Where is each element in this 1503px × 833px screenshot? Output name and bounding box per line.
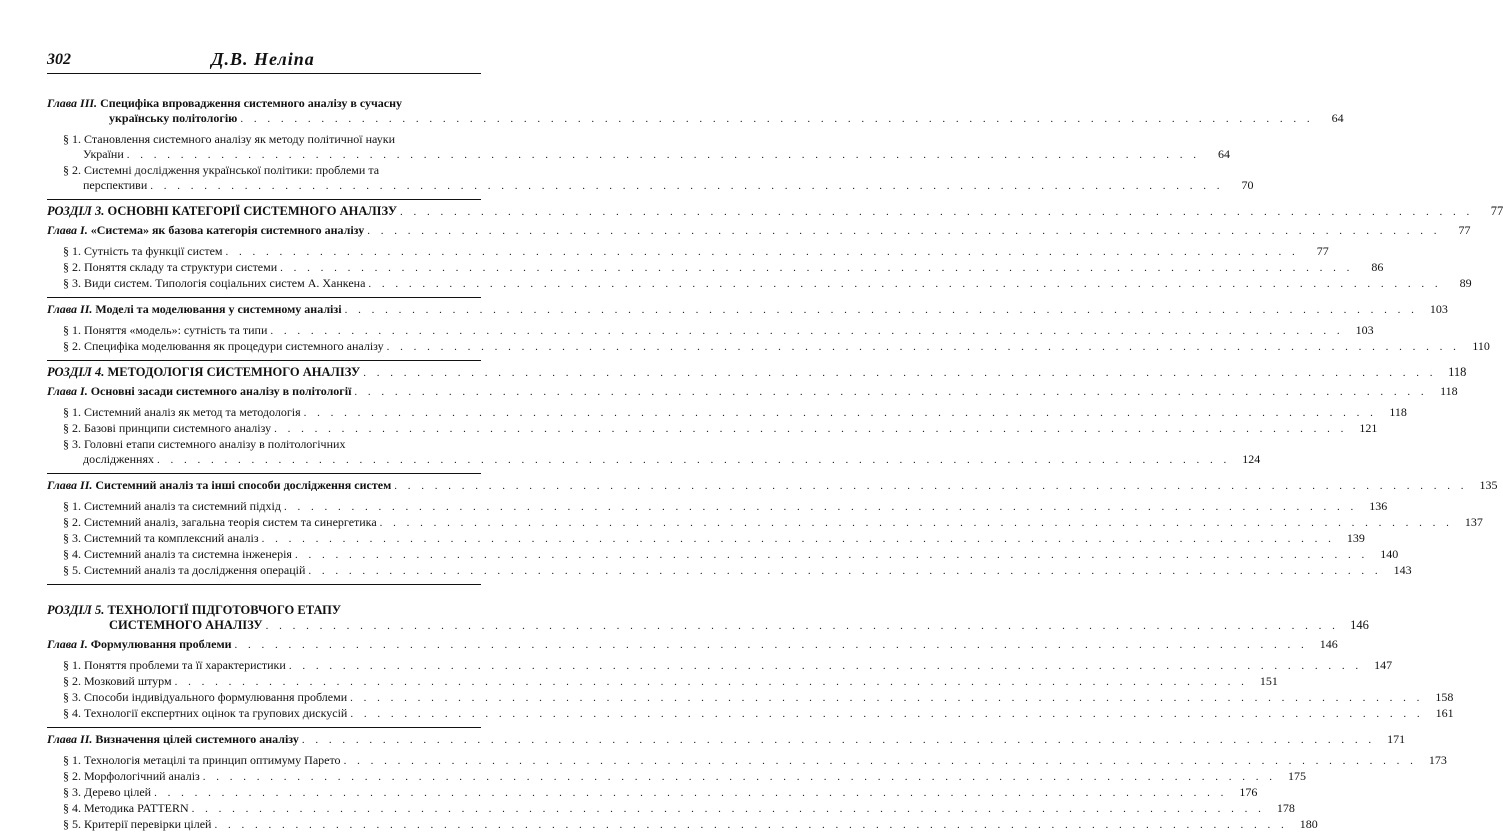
- toc-entry-label: § 1.: [63, 658, 81, 672]
- toc-entry-text: [63, 244, 223, 259]
- toc-entry-text: [63, 658, 286, 673]
- leader-dots: [292, 548, 1368, 563]
- toc-entry-title-line2: дослідженнях: [83, 452, 154, 466]
- toc-entry-section[interactable]: [47, 260, 1384, 276]
- toc-entry-text: [63, 531, 259, 546]
- toc-entry-page: 175: [1288, 769, 1307, 783]
- toc-entry-section[interactable]: [47, 690, 1454, 706]
- toc-entry-title: Системний аналіз та дослідження операцій: [84, 563, 306, 577]
- leader-dots: [377, 516, 1453, 531]
- toc-entry-section[interactable]: [47, 547, 1399, 563]
- toc-entry-page: 143: [1393, 563, 1412, 577]
- toc-entry-text: [63, 801, 189, 816]
- toc-entry-text-continued: [109, 618, 263, 633]
- toc-entry-label: § 1.: [63, 132, 81, 146]
- toc-entry-title: Визначення цілей системного аналізу: [95, 732, 299, 746]
- toc-entry-section[interactable]: [47, 499, 1388, 515]
- toc-entry-text-continued: [83, 147, 124, 162]
- toc-entry-title: Критерії перевірки цілей: [84, 817, 212, 831]
- toc-entry-chapter[interactable]: [47, 96, 1344, 127]
- toc-entry-label: § 2.: [63, 163, 81, 177]
- toc-entry-page: 173: [1428, 753, 1447, 767]
- toc-entry-page: 139: [1346, 531, 1365, 545]
- toc-entry-section[interactable]: [47, 674, 1278, 690]
- toc-entry-page: 121: [1359, 421, 1378, 435]
- toc-entry-label: Глава ІІ.: [47, 732, 93, 746]
- toc-entry-title: Моделі та моделювання у системному аналізі: [95, 302, 342, 316]
- toc-entry-label: § 1.: [63, 405, 81, 419]
- leader-dots: [172, 675, 1248, 690]
- toc-entry-label: § 4.: [63, 547, 81, 561]
- toc-entry-label: § 5.: [63, 817, 81, 831]
- toc-entry-text: [63, 405, 301, 420]
- leader-dots: [351, 385, 1427, 400]
- toc-entry-page: 77: [1490, 204, 1503, 218]
- toc-entry-title: Мозковий штурм: [84, 674, 172, 688]
- toc-entry-page: 64: [1218, 147, 1231, 161]
- toc-entry-text: [63, 323, 267, 338]
- toc-entry-section[interactable]: [47, 769, 1307, 785]
- toc-entry-page: 140: [1380, 547, 1399, 561]
- toc-entry-text: [47, 204, 397, 219]
- leader-dots: [360, 366, 1436, 381]
- toc-entry-section[interactable]: [47, 405, 1407, 421]
- toc-entry-text: [47, 478, 391, 493]
- toc-entry-chapter[interactable]: [47, 223, 1471, 239]
- toc-entry-text: [47, 637, 232, 652]
- toc-entry-title-line2: українську політологію: [109, 111, 238, 125]
- toc-entry-label: § 5.: [63, 563, 81, 577]
- toc-entry-section[interactable]: [47, 244, 1329, 260]
- toc-entry-razdil[interactable]: [47, 365, 1467, 381]
- leader-dots: [301, 406, 1377, 421]
- toc-entry-title: Базові принципи системного аналізу: [84, 421, 272, 435]
- toc-entry-text: [63, 421, 271, 436]
- toc-entry-title: Технологія метацілі та принцип оптимуму Парето: [84, 753, 341, 767]
- toc-entry-page: 146: [1350, 618, 1369, 632]
- toc-entry-label: § 4.: [63, 706, 81, 720]
- toc-entry-text: [63, 515, 377, 530]
- toc-entry-text: [63, 690, 347, 705]
- leader-dots: [341, 754, 1417, 769]
- toc-entry-page: 103: [1355, 323, 1374, 337]
- toc-entry-section[interactable]: [47, 563, 1412, 579]
- toc-entry-title: Головні етапи системного аналізу в політологічних: [84, 437, 346, 451]
- toc-entry-section[interactable]: [47, 801, 1295, 817]
- toc-entry-section[interactable]: [47, 163, 1254, 194]
- toc-entry-text: [63, 547, 292, 562]
- toc-entry-page: 118: [1389, 405, 1407, 419]
- toc-entry-title: Системний аналіз та системна інженерія: [84, 547, 292, 561]
- toc-entry-text: [47, 732, 299, 747]
- toc-entry-title: МЕТОДОЛОГІЯ СИСТЕМНОГО АНАЛІЗУ: [107, 365, 361, 379]
- toc-entry-page: 103: [1429, 302, 1448, 316]
- leader-dots: [347, 691, 1423, 706]
- toc-entry-page: 147: [1374, 658, 1393, 672]
- toc-entry-text: [63, 817, 211, 832]
- toc-entry-text: [63, 753, 341, 768]
- toc-entry-chapter[interactable]: [47, 732, 1406, 748]
- leader-dots: [365, 277, 1441, 292]
- toc-entry-title: Становлення системного аналізу як методу політичної науки: [84, 132, 395, 146]
- chapter-divider: [47, 473, 481, 474]
- leader-dots: [189, 802, 1265, 817]
- toc-entry-label: § 1.: [63, 323, 81, 337]
- leader-dots: [154, 453, 1230, 468]
- toc-entry-label: § 2.: [63, 515, 81, 529]
- toc-entry-chapter[interactable]: [47, 478, 1498, 494]
- toc-entry-label: § 2.: [63, 421, 81, 435]
- toc-entry-title: ОСНОВНІ КАТЕГОРІЇ СИСТЕМНОГО АНАЛІЗУ: [107, 204, 397, 218]
- toc-entry-section[interactable]: [47, 817, 1318, 833]
- leader-dots: [271, 422, 1347, 437]
- toc-entry-section[interactable]: [47, 132, 1231, 163]
- toc-entry-label: § 1.: [63, 244, 81, 258]
- toc-entry-text: [63, 674, 172, 689]
- toc-entry-label: § 3.: [63, 690, 81, 704]
- toc-entry-text: [63, 563, 305, 578]
- leader-dots: [211, 818, 1287, 833]
- toc-entry-page: 151: [1259, 674, 1278, 688]
- leader-dots: [286, 659, 1362, 674]
- toc-entry-label: § 4.: [63, 801, 81, 815]
- leader-dots: [232, 638, 1308, 653]
- toc-entry-section[interactable]: [47, 421, 1378, 437]
- leader-dots: [259, 532, 1335, 547]
- toc-entry-text: [63, 276, 365, 291]
- toc-entry-label: Глава І.: [47, 384, 88, 398]
- toc-entry-text: [47, 365, 360, 380]
- leader-dots: [267, 324, 1343, 339]
- toc-entry-text: [63, 132, 395, 147]
- toc-entry-label: § 1.: [63, 499, 81, 513]
- toc-entry-title: Способи індивідуального формулювання проблеми: [84, 690, 348, 704]
- toc-entry-page: 86: [1371, 260, 1384, 274]
- toc-entry-chapter[interactable]: [47, 384, 1458, 400]
- toc-entry-title-line2: СИСТЕМНОГО АНАЛІЗУ: [109, 618, 263, 632]
- toc-entry-title: Дерево цілей: [84, 785, 152, 799]
- toc-entry-label: РОЗДІЛ 3.: [47, 204, 105, 218]
- toc-entry-page: 110: [1472, 339, 1490, 353]
- table-of-contents: [47, 96, 1503, 833]
- toc-entry-title: Основні засади системного аналізу в політології: [90, 384, 352, 398]
- toc-entry-page: 137: [1464, 515, 1483, 529]
- toc-entry-label: § 3.: [63, 531, 81, 545]
- leader-dots: [223, 245, 1299, 260]
- toc-entry-text: [63, 437, 345, 452]
- toc-entry-title: Види систем. Типологія соціальних систем А. Ханкена: [84, 276, 366, 290]
- leader-dots: [147, 179, 1223, 194]
- toc-entry-label: § 3.: [63, 437, 81, 451]
- toc-entry-title: Морфологічний аналіз: [84, 769, 200, 783]
- toc-entry-chapter[interactable]: [47, 637, 1338, 653]
- toc-entry-title: Поняття проблеми та її характеристики: [84, 658, 286, 672]
- toc-entry-label: Глава І.: [47, 637, 88, 651]
- toc-entry-text-continued: [83, 178, 147, 193]
- toc-entry-title: Системний аналіз та системний підхід: [84, 499, 281, 513]
- toc-entry-page: 176: [1239, 785, 1258, 799]
- toc-entry-text: [63, 499, 281, 514]
- toc-entry-section[interactable]: [47, 658, 1393, 674]
- toc-entry-section[interactable]: [47, 706, 1454, 722]
- leader-dots: [391, 479, 1467, 494]
- toc-entry-page: 180: [1299, 817, 1318, 831]
- header-rule: [47, 73, 481, 74]
- toc-entry-razdil[interactable]: [47, 204, 1503, 220]
- toc-entry-label: РОЗДІЛ 5.: [47, 603, 105, 617]
- page-number: 302: [47, 51, 71, 68]
- toc-entry-text: [47, 96, 402, 111]
- leader-dots: [237, 112, 1313, 127]
- toc-entry-label: § 2.: [63, 769, 81, 783]
- leader-dots: [347, 707, 1423, 722]
- toc-entry-label: РОЗДІЛ 4.: [47, 365, 105, 379]
- toc-entry-text: [63, 163, 379, 178]
- toc-entry-text: [63, 339, 384, 354]
- toc-entry-page: 135: [1479, 478, 1498, 492]
- toc-entry-chapter[interactable]: [47, 302, 1448, 318]
- toc-entry-label: Глава ІІІ.: [47, 96, 98, 110]
- chapter-divider: [47, 297, 481, 298]
- leader-dots: [397, 205, 1473, 220]
- toc-entry-title: Поняття складу та структури системи: [84, 260, 278, 274]
- toc-entry-page: 171: [1387, 732, 1406, 746]
- toc-entry-page: 124: [1242, 452, 1261, 466]
- toc-entry-title: Системний аналіз як метод та методологія: [84, 405, 301, 419]
- toc-entry-page: 77: [1316, 244, 1329, 258]
- toc-entry-label: Глава І.: [47, 223, 88, 237]
- toc-entry-text: [47, 384, 351, 399]
- leader-dots: [305, 564, 1381, 579]
- leader-dots: [364, 224, 1440, 239]
- toc-entry-title-line2: України: [83, 147, 124, 161]
- toc-entry-text: [63, 260, 277, 275]
- toc-entry-page: 158: [1435, 690, 1454, 704]
- toc-entry-page: 161: [1435, 706, 1454, 720]
- toc-entry-page: 89: [1459, 276, 1472, 290]
- leader-dots: [281, 500, 1357, 515]
- toc-entry-label: Глава ІІ.: [47, 478, 93, 492]
- toc-entry-title: ТЕХНОЛОГІЇ ПІДГОТОВЧОГО ЕТАПУ: [107, 603, 342, 617]
- toc-entry-text-continued: [83, 452, 154, 467]
- toc-entry-title: Специфіка впровадження системного аналізу в сучасну: [100, 96, 403, 110]
- toc-entry-text: [63, 785, 151, 800]
- toc-entry-text-continued: [109, 111, 237, 126]
- toc-entry-title: Технології експертних оцінок та групових дискусій: [84, 706, 348, 720]
- leader-dots: [299, 733, 1375, 748]
- toc-entry-section[interactable]: [47, 323, 1374, 339]
- toc-entry-section[interactable]: [47, 276, 1472, 292]
- toc-entry-text: [63, 706, 347, 721]
- toc-entry-page: 118: [1440, 384, 1458, 398]
- toc-entry-page: 146: [1319, 637, 1338, 651]
- leader-dots: [342, 303, 1418, 318]
- toc-entry-title: Формулювання проблеми: [90, 637, 232, 651]
- leader-dots: [277, 261, 1353, 276]
- toc-entry-title: Методика PATTERN: [84, 801, 189, 815]
- toc-entry-label: § 2.: [63, 339, 81, 353]
- toc-entry-page: 178: [1276, 801, 1295, 815]
- toc-entry-section[interactable]: [47, 339, 1490, 355]
- toc-entry-razdil[interactable]: [47, 603, 1369, 634]
- toc-entry-page: 136: [1369, 499, 1388, 513]
- toc-entry-title: Системний та комплексний аналіз: [84, 531, 259, 545]
- toc-entry-page: 70: [1241, 178, 1254, 192]
- toc-entry-label: Глава ІІ.: [47, 302, 93, 316]
- toc-entry-title: Системний аналіз та інші способи дослідження систем: [95, 478, 392, 492]
- toc-entry-label: § 3.: [63, 276, 81, 290]
- leader-dots: [124, 148, 1200, 163]
- leader-dots: [151, 786, 1227, 801]
- toc-entry-label: § 1.: [63, 753, 81, 767]
- leader-dots: [384, 340, 1460, 355]
- toc-entry-label: § 3.: [63, 785, 81, 799]
- toc-entry-label: § 2.: [63, 260, 81, 274]
- leader-dots: [263, 619, 1339, 634]
- toc-entry-section[interactable]: [47, 785, 1258, 801]
- toc-entry-title: «Система» як базова категорія системного аналізу: [90, 223, 365, 237]
- toc-entry-section[interactable]: [47, 515, 1483, 531]
- chapter-divider: [47, 727, 481, 728]
- toc-entry-text: [63, 769, 200, 784]
- leader-dots: [200, 770, 1276, 785]
- toc-entry-text: [47, 302, 342, 317]
- section-divider: [47, 360, 481, 361]
- toc-entry-section[interactable]: [47, 531, 1365, 547]
- toc-entry-title-line2: перспективи: [83, 178, 148, 192]
- section-divider: [47, 199, 481, 200]
- section-divider: [47, 584, 481, 585]
- toc-entry-title: Поняття «модель»: сутність та типи: [84, 323, 268, 337]
- running-header-author: Д.В. Неліпа: [211, 49, 315, 69]
- toc-entry-text: [47, 603, 341, 618]
- toc-entry-label: § 2.: [63, 674, 81, 688]
- toc-entry-section[interactable]: [47, 753, 1447, 769]
- toc-entry-page: 118: [1448, 365, 1467, 379]
- toc-entry-section[interactable]: [47, 437, 1261, 468]
- toc-entry-text: [47, 223, 364, 238]
- toc-entry-page: 64: [1331, 111, 1344, 125]
- toc-entry-title: Системний аналіз, загальна теорія систем та синергетика: [84, 515, 377, 529]
- toc-entry-title: Сутність та функції систем: [84, 244, 223, 258]
- toc-entry-page: 77: [1458, 223, 1471, 237]
- toc-entry-title: Специфіка моделювання як процедури системного аналізу: [84, 339, 384, 353]
- toc-entry-title: Системні дослідження української політики: проблеми та: [84, 163, 380, 177]
